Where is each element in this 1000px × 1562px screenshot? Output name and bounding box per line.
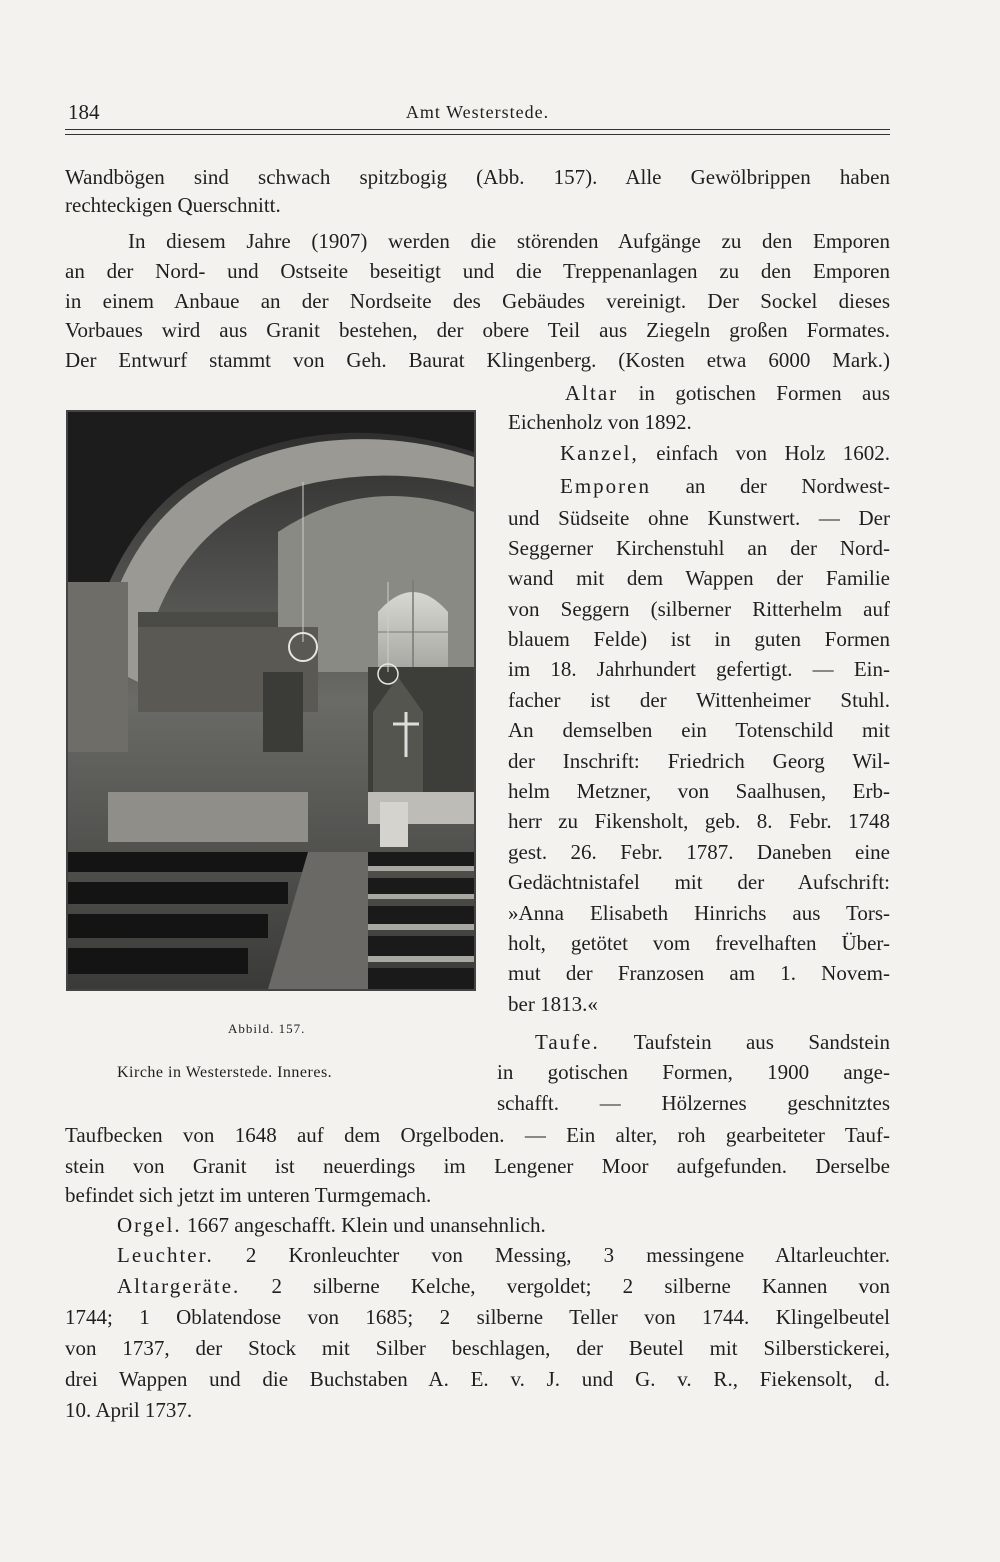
church-interior-illustration [68,412,474,989]
text-line: 10. April 1737. [65,1398,193,1422]
text-line: rechteckigen Querschnitt. [65,193,281,217]
text-line [117,1240,890,1270]
text-line [535,1027,890,1057]
text-line: drei Wappen und die Buchstaben A. E. v. J. und G. v. R., Fiekensolt, d. [65,1367,890,1391]
text-line [560,471,890,501]
text-line: von Seggern (silberner Ritterhelm auf [508,597,890,621]
text-line: herr zu Fikensholt, geb. 8. Febr. 1748 [508,809,890,833]
text-line: stein von Granit ist neuerdings im Lengener Moor aufgefunden. Derselbe [65,1154,890,1178]
section-head-emporen: Emporen [560,474,651,498]
text-line: blauem Felde) ist in guten Formen [508,627,890,651]
text-span: 2 Kronleuchter von Messing, 3 messingene Altarleuchter. [245,1243,890,1267]
section-head-altar: Altar [565,381,619,405]
text-line [565,378,890,408]
text-line: Taufbecken von 1648 auf dem Orgelboden. — Ein alter, roh gearbeiteter Tauf- [65,1123,890,1147]
header-rule [65,129,890,130]
text-line: an der Nord- und Ostseite beseitigt und die Treppenanlagen zu den Emporen [65,259,890,283]
running-head: Amt Westerstede. [405,102,550,122]
section-head-taufe: Taufe. [535,1030,600,1054]
text-line: holt, getötet vom frevelhaften Über- [508,931,890,955]
section-head-leuchter: Leuchter. [117,1243,214,1267]
text-line [117,1210,890,1240]
text-line: 1744; 1 Oblatendose von 1685; 2 silberne Teller von 1744. Klingelbeutel [65,1305,890,1329]
text-line: An demselben ein Totenschild mit [508,718,890,742]
text-span: an der Nordwest- [685,474,890,498]
text-line: Wandbögen sind schwach spitzbogig (Abb. 157). Alle Gewölbrippen haben [65,165,890,189]
text-line: ber 1813.« [508,992,598,1016]
text-line: in gotischen Formen, 1900 ange- [497,1060,890,1084]
text-line: Gedächtnistafel mit der Aufschrift: [508,870,890,894]
text-line [560,438,890,468]
section-head-altargeraete: Altargeräte. [117,1274,241,1298]
text-line: Eichenholz von 1892. [508,410,692,434]
section-head-orgel: Orgel. [117,1213,182,1237]
lower-wall [108,792,308,842]
text-line: »Anna Elisabeth Hinrichs aus Tors- [508,901,890,925]
north-gallery [68,582,128,752]
text-line: von 1737, der Stock mit Silber beschlagen, der Beutel mit Silberstickerei, [65,1336,890,1360]
baptismal-font [380,802,408,847]
text-line: In diesem Jahre (1907) werden die störenden Aufgänge zu den Emporen [128,229,890,253]
text-line: im 18. Jahrhundert gefertigt. — Ein- [508,657,890,681]
text-line: gest. 26. Febr. 1787. Daneben eine [508,840,890,864]
text-span: 2 silberne Kelche, vergoldet; 2 silberne Kannen von [271,1274,890,1298]
text-line: und Südseite ohne Kunstwert. — Der [508,506,890,530]
page-header [65,98,890,128]
figure-number: Abbild. 157. [228,1021,306,1036]
text-line: Vorbaues wird aus Granit bestehen, der obere Teil aus Ziegeln großen Formates. [65,318,890,342]
text-line: facher ist der Wittenheimer Stuhl. [508,688,890,712]
text-line [117,1271,890,1301]
text-span: 1667 angeschafft. Klein und unansehnlich. [186,1213,546,1237]
text-line: Der Entwurf stammt von Geh. Baurat Klingenberg. (Kosten etwa 6000 Mark.) [65,348,890,372]
text-line: wand mit dem Wappen der Familie [508,566,890,590]
text-line: befindet sich jetzt im unteren Turmgemach. [65,1183,432,1207]
pulpit [263,672,303,752]
text-line: in einem Anbaue an der Nordseite des Gebäudes vereinigt. Der Sockel dieses [65,289,890,313]
text-line: helm Metzner, von Saalhusen, Erb- [508,779,890,803]
text-line: der Inschrift: Friedrich Georg Wil- [508,749,890,773]
header-rule-thin [65,134,890,135]
text-span: einfach von Holz 1602. [656,441,890,465]
text-span: in gotischen Formen aus [638,381,890,405]
text-line: mut der Franzosen am 1. Novem- [508,961,890,985]
text-line: schafft. — Hölzernes geschnitztes [497,1091,890,1115]
text-span: Taufstein aus Sandstein [633,1030,890,1054]
section-head-kanzel: Kanzel, [560,441,639,465]
figure-caption: Kirche in Westerstede. Inneres. [117,1064,333,1081]
text-line: Seggerner Kirchenstuhl an der Nord- [508,536,890,560]
page-number: 184 [68,100,100,124]
church-interior-photo [66,410,476,991]
